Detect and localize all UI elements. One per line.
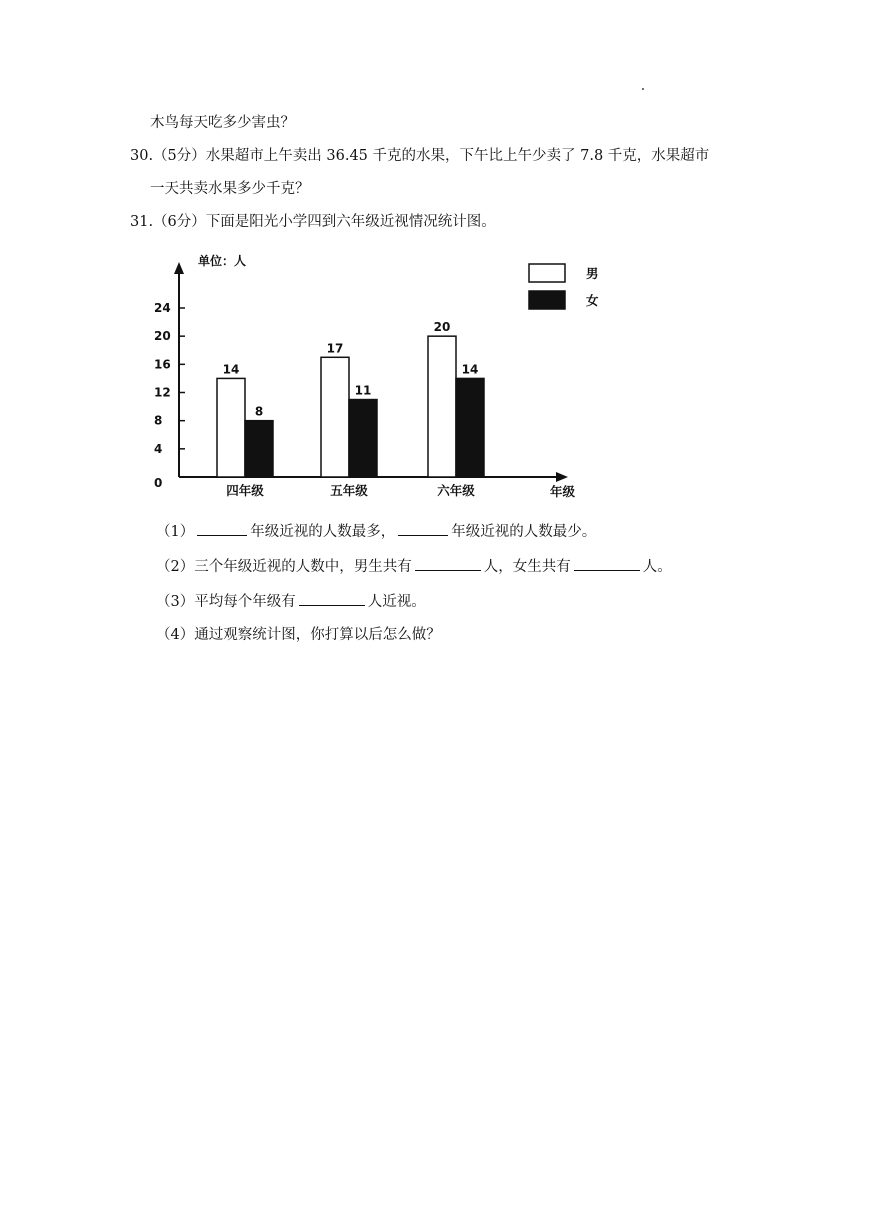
y-tick-label: 4 [154, 441, 163, 456]
category-label: 六年级 [437, 483, 475, 498]
unit-label: 单位：人 [198, 254, 247, 268]
sub-question-3-text-a: （3）平均每个年级有 [156, 594, 296, 610]
y-tick-label: 0 [154, 476, 163, 490]
sub-question-3 [156, 591, 426, 612]
sub-question-3-text-b: 人近视。 [367, 594, 426, 610]
bar-boys [321, 357, 349, 477]
y-tick-label: 24 [154, 301, 171, 315]
answer-blank-most[interactable] [197, 521, 247, 536]
sub-question-2-text-b: 人，女生共有 [483, 559, 571, 575]
answer-blank-least[interactable] [398, 521, 448, 536]
data-label: 20 [433, 320, 451, 335]
bar-girls [349, 400, 377, 477]
sub-question-1 [156, 521, 596, 542]
sub-question-4: （4）通过观察统计图，你打算以后怎么做？ [156, 627, 441, 643]
bar-boys [428, 336, 456, 477]
sub-question-1-label: （1） [156, 524, 195, 540]
category-label: 四年级 [226, 483, 264, 498]
answer-blank-girls-total[interactable] [574, 556, 640, 571]
sub-question-2-text-a: （2）三个年级近视的人数中，男生共有 [156, 559, 412, 575]
data-label: 8 [254, 404, 264, 419]
y-tick-label: 12 [154, 385, 171, 400]
myopia-bar-chart [146, 250, 599, 510]
data-label: 14 [222, 362, 240, 377]
bar-boys [217, 378, 245, 477]
sub-question-1-text-b: 年级近视的人数最少。 [451, 524, 597, 540]
question-30-line1: 30.（5分）水果超市上午卖出 36.45 千克的水果，下午比上午少卖了 7.8 千克，水果超市 [130, 148, 710, 164]
legend-swatch-girls [529, 291, 565, 309]
question-30-line2: 一天共卖水果多少千克？ [150, 181, 310, 197]
bar-girls [245, 421, 273, 477]
question-31-title: 31.（6分）下面是阳光小学四到六年级近视情况统计图。 [130, 214, 496, 230]
y-tick-label: 16 [154, 357, 171, 372]
y-tick-label: 8 [154, 413, 163, 428]
y-axis-arrow [174, 262, 184, 274]
answer-blank-average[interactable] [299, 591, 365, 606]
category-label: 五年级 [330, 483, 368, 498]
x-axis-arrow [556, 472, 568, 482]
sub-question-1-text-a: 年级近视的人数最多， [250, 524, 396, 540]
y-tick-label: 20 [154, 329, 171, 344]
legend-swatch-boys [529, 264, 565, 282]
sub-question-2-text-c: 人。 [642, 559, 672, 575]
legend-label: 男 [586, 266, 599, 281]
data-label: 17 [326, 341, 344, 356]
answer-blank-boys-total[interactable] [415, 556, 481, 571]
bar-girls [456, 378, 484, 477]
sub-question-2 [156, 556, 672, 577]
page-dot [642, 88, 644, 90]
prev-question-tail: 木鸟每天吃多少害虫？ [150, 115, 295, 131]
data-label: 14 [461, 362, 479, 377]
data-label: 11 [354, 383, 372, 398]
x-axis-label: 年级 [550, 484, 576, 499]
legend-label: 女 [586, 293, 599, 308]
